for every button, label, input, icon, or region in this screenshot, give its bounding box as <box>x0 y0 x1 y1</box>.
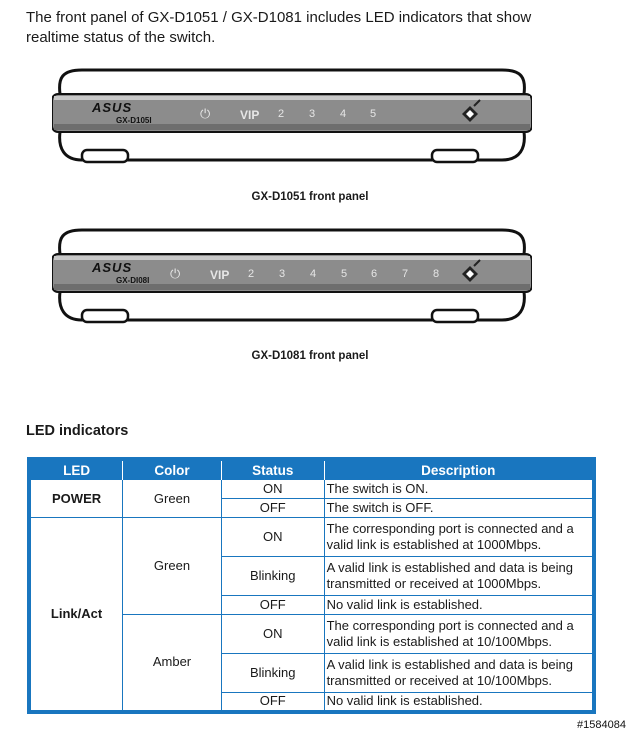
port-label: 6 <box>371 268 378 280</box>
panel-caption: GX-D1081 front panel <box>251 350 369 362</box>
description-cell: The corresponding port is connected and a valid link is established at 1000Mbps. <box>324 518 594 557</box>
status-cell: Blinking <box>221 654 324 693</box>
header-status: Status <box>221 459 324 480</box>
brand-logo: ASUS <box>92 260 133 275</box>
port-label: 3 <box>279 268 286 280</box>
model-label: GX-DI08I <box>116 276 150 285</box>
status-cell: OFF <box>221 596 324 615</box>
port-label: 3 <box>309 108 316 120</box>
port-label: 2 <box>278 108 285 120</box>
device-gx-d1081-illustration <box>52 226 532 328</box>
power-icon: ⏻ <box>200 106 211 121</box>
description-cell: A valid link is established and data is being transmitted or received at 10/100Mbps. <box>324 654 594 693</box>
status-cell: ON <box>221 518 324 557</box>
model-label: GX-D105I <box>116 116 152 125</box>
panel-caption: GX-D1051 front panel <box>251 191 369 203</box>
header-description: Description <box>324 459 594 480</box>
table-header-row <box>29 459 594 480</box>
port-label: 4 <box>310 268 317 280</box>
description-cell: The corresponding port is connected and a valid link is established at 10/100Mbps. <box>324 615 594 654</box>
port-label: 5 <box>341 268 348 280</box>
description-cell: No valid link is established. <box>324 596 594 615</box>
port-label: 4 <box>340 108 347 120</box>
port-label: 5 <box>370 108 377 120</box>
table-row <box>29 518 594 557</box>
led-name-cell: POWER <box>29 480 123 518</box>
header-led: LED <box>29 459 123 480</box>
port-label: 8 <box>433 268 440 280</box>
port-label: 2 <box>248 268 255 280</box>
status-cell: Blinking <box>221 557 324 596</box>
watermark-id: #1584084 <box>577 719 626 731</box>
header-color: Color <box>123 459 222 480</box>
status-cell: ON <box>221 615 324 654</box>
color-cell: Amber <box>123 615 222 712</box>
device-gx-d1051-illustration <box>52 66 532 168</box>
section-title: LED indicators <box>26 423 129 439</box>
color-cell: Green <box>123 480 222 518</box>
table-row <box>29 480 594 499</box>
vip-label: VIP <box>240 108 260 122</box>
port-label: 7 <box>402 268 409 280</box>
description-cell: No valid link is established. <box>324 693 594 712</box>
description-cell: The switch is OFF. <box>324 499 594 518</box>
led-indicator-table <box>27 457 596 714</box>
brand-logo: ASUS <box>92 100 133 115</box>
status-cell: ON <box>221 480 324 499</box>
status-cell: OFF <box>221 499 324 518</box>
description-cell: A valid link is established and data is being transmitted or received at 1000Mbps. <box>324 557 594 596</box>
color-cell: Green <box>123 518 222 615</box>
vip-label: VIP <box>210 268 230 282</box>
power-icon: ⏻ <box>170 266 181 281</box>
description-cell: The switch is ON. <box>324 480 594 499</box>
led-name-cell: Link/Act <box>29 518 123 712</box>
intro-text: The front panel of GX-D1051 / GX-D1081 includes LED indicators that show realtime status of the switch. <box>26 9 532 46</box>
status-cell: OFF <box>221 693 324 712</box>
